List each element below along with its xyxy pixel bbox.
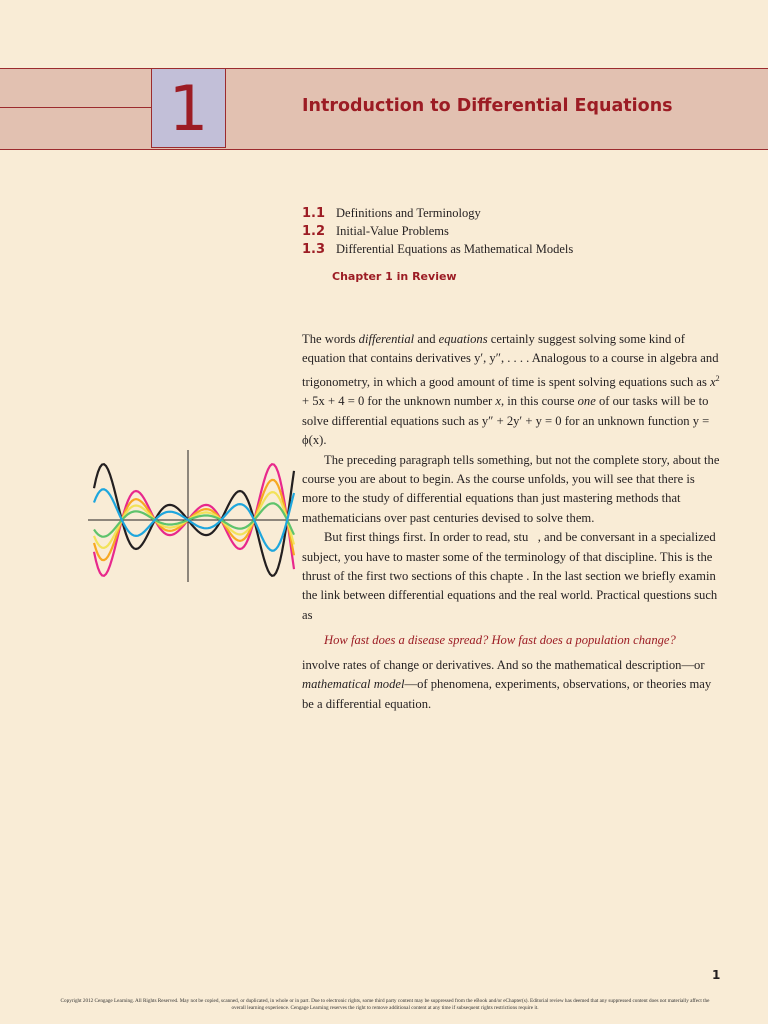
emphasis-mathematical-model: mathematical model xyxy=(302,677,405,692)
text-run: and xyxy=(414,332,439,346)
solution-curves-figure xyxy=(88,450,298,585)
math-variable: x xyxy=(710,375,716,389)
toc-item[interactable] xyxy=(302,206,573,224)
chapter-intro-text xyxy=(302,330,722,714)
toc-item-number: 1.1 xyxy=(302,206,326,221)
header-divider-line xyxy=(0,107,152,108)
text-run: certainly suggest solving some kind of equation that contains derivatives y′, y″, . . . . Analogous to a course in algebra and trigonometry, in which a good amount of time is spent solving equations such as xyxy=(302,332,719,389)
chapter-review-link[interactable]: Chapter 1 in Review xyxy=(332,270,457,283)
toc-item-label: Definitions and Terminology xyxy=(336,206,481,220)
intro-paragraph-2: The preceding paragraph tells something, but not the complete story, about the course you are about to begin. As the course unfolds, you will see that there is more to the study of differential equations than just mastering methods that mathematicians over past centuries devised to solve them. xyxy=(302,452,720,525)
text-run: of our tasks will be to solve differential equations such as y″ + 2y′ + y = 0 for an unknown function y = ϕ(x). xyxy=(302,394,710,448)
intro-paragraph-1 xyxy=(302,330,722,451)
toc-item[interactable] xyxy=(302,224,573,242)
math-exponent: 2 xyxy=(715,373,720,383)
toc-item[interactable] xyxy=(302,242,573,260)
toc-item-label: Initial-Value Problems xyxy=(336,224,449,238)
text-run: + 5x + 4 = 0 for the unknown number xyxy=(302,394,496,409)
toc-item-number: 1.3 xyxy=(302,242,326,257)
chapter-title: Introduction to Differential Equations xyxy=(302,96,673,116)
chapter-contents xyxy=(302,206,573,260)
toc-item-number: 1.2 xyxy=(302,224,326,239)
emphasis-equations: equations xyxy=(438,332,488,346)
intro-paragraph-4 xyxy=(302,656,722,714)
text-run: involve rates of change or derivatives. And so the mathematical description—or xyxy=(302,657,705,672)
text-run: The words xyxy=(302,332,359,346)
page-number: 1 xyxy=(712,968,721,982)
emphasis-differential: differential xyxy=(358,332,415,346)
emphasis-one: one xyxy=(577,394,596,409)
intro-paragraph-3: But first things first. In order to read, stu , and be conversant in a specialized subject, you have to master some of the terminology of that discipline. This is the thrust of the first two sections of this chapte . In the last section we briefly examin the link between differential equations and the real world. Practical questions such as xyxy=(302,530,718,622)
math-variable: x xyxy=(495,394,501,409)
chapter-number-box xyxy=(151,68,226,148)
copyright-notice: Copyright 2012 Cengage Learning. All Rights Reserved. May not be copied, scanned, or duplicated, in whole or in part. Due to electronic rights, some third party content may be suppressed from the eBook and/or eChapter(s). Editorial review has deemed that any suppressed content does not materially affect the overall learning experience. Cengage Learning reserves the right to remove additional content at any time if subsequent rights restrictions require it. xyxy=(60,998,710,1011)
text-run: , in this course xyxy=(501,394,578,409)
practical-questions: How fast does a disease spread? How fast does a population change? xyxy=(324,633,676,648)
toc-item-label: Differential Equations as Mathematical Models xyxy=(336,242,574,256)
text-run: —of phenomena, experiments, observations, or theories may be a differential equation. xyxy=(302,677,712,711)
chapter-number: 1 xyxy=(168,72,209,145)
